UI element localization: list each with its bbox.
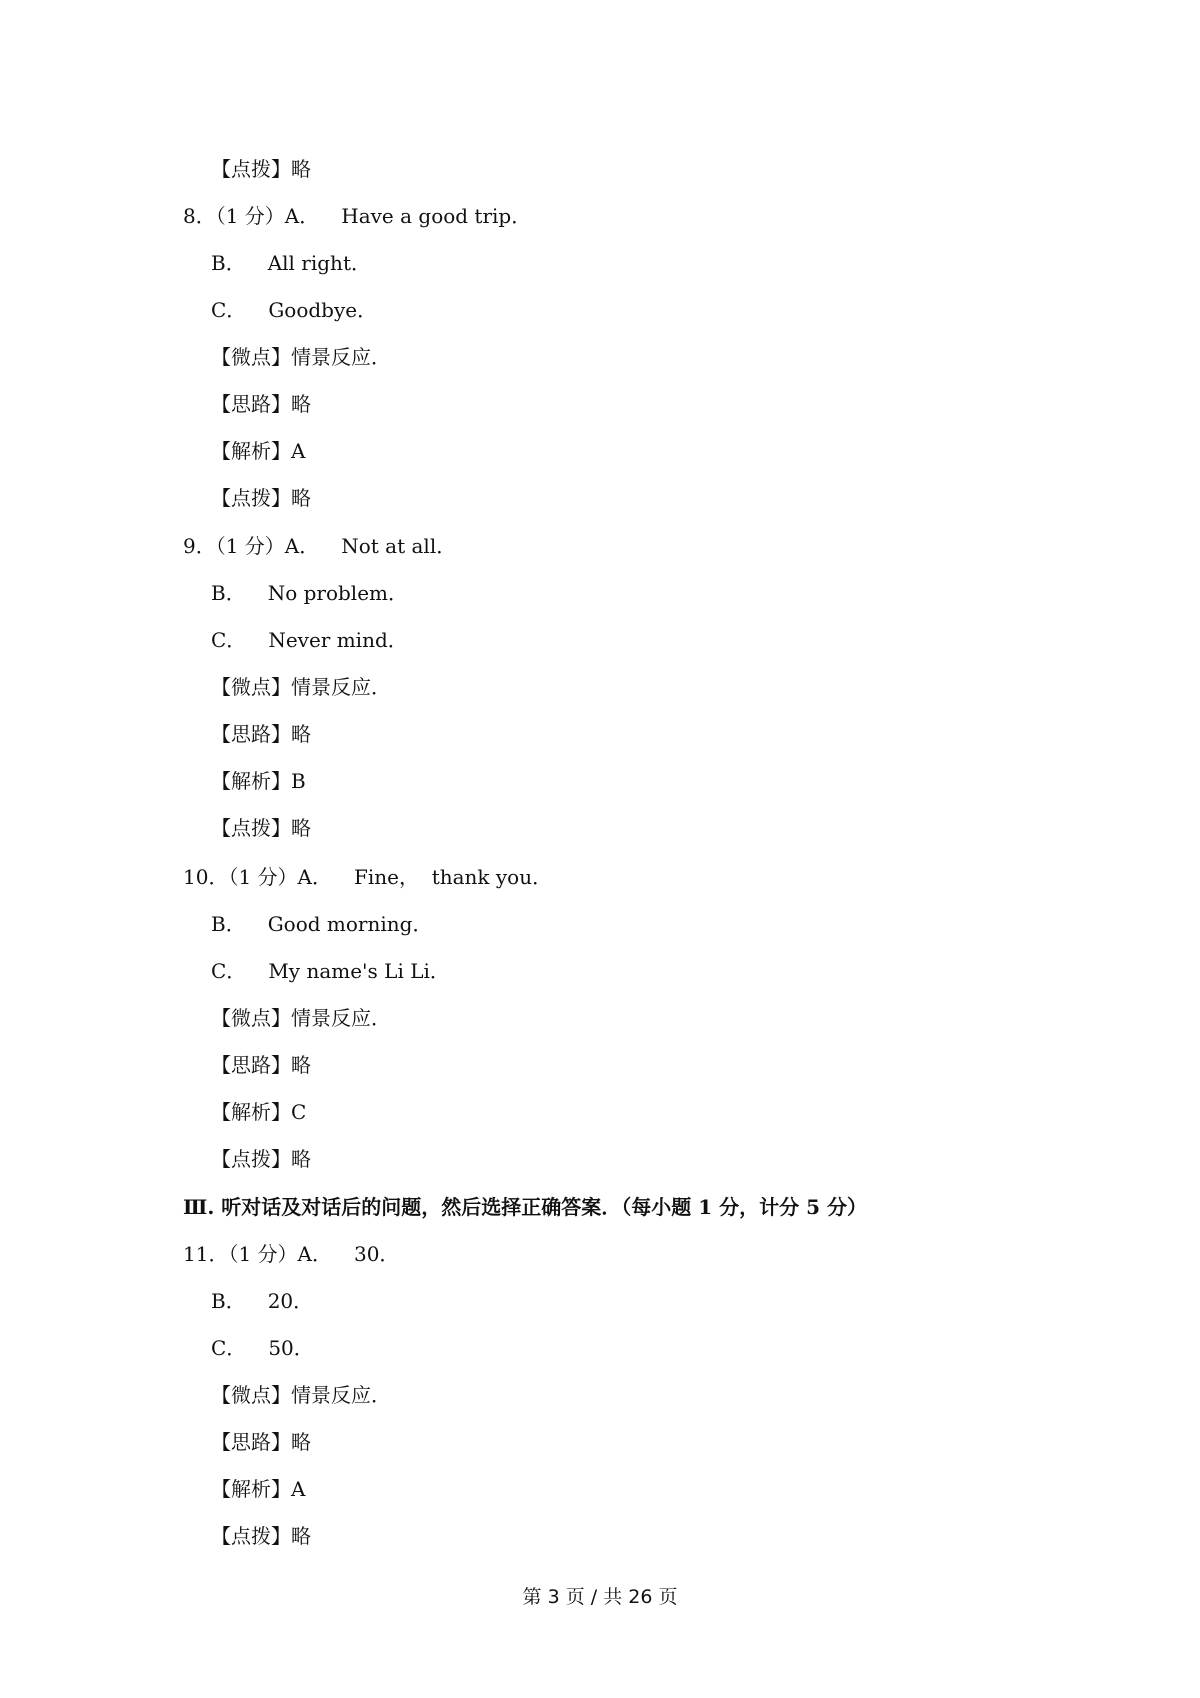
- option-letter: C．: [211, 1336, 247, 1360]
- question-9: [183, 533, 456, 559]
- tag-line: 【解析】C: [211, 1100, 307, 1124]
- tag-line: 【微点】情景反应．: [211, 675, 391, 699]
- tag-line: 【思路】略: [211, 392, 311, 416]
- tag-line: 【思路】略: [211, 1053, 311, 1077]
- tag-line: 【微点】情景反应．: [211, 1006, 391, 1030]
- option-letter: C．: [211, 298, 247, 322]
- option-text: Goodbye．: [268, 298, 378, 322]
- question-11: [183, 1241, 399, 1267]
- option-text: 50．: [268, 1336, 314, 1360]
- page-footer: 第 3 页 / 共 26 页: [522, 1586, 678, 1608]
- option-letter: B．: [211, 912, 246, 936]
- question-number: 10．（1 分）A．: [183, 865, 332, 889]
- option-letter: B．: [211, 1289, 246, 1313]
- tag-line: 【点拨】略: [211, 1147, 311, 1171]
- tag-line: 【点拨】略: [211, 816, 311, 840]
- option-b: [211, 1288, 313, 1314]
- option-text: Good morning．: [267, 912, 433, 936]
- tag-line: 【思路】略: [211, 1430, 311, 1454]
- question-8: [183, 203, 531, 229]
- tag-line: 【点拨】略: [211, 1524, 311, 1548]
- tag-line: 【解析】A: [211, 439, 306, 463]
- option-c: [211, 627, 408, 653]
- option-text: 30．: [353, 1242, 400, 1266]
- section-heading: Ⅲ. 听对话及对话后的问题，然后选择正确答案．（每小题 1 分，计分 5 分）: [183, 1195, 867, 1219]
- tag-line: 【微点】情景反应．: [211, 1383, 391, 1407]
- option-b: [211, 911, 432, 937]
- option-letter: C．: [211, 959, 247, 983]
- option-text: Never mind．: [268, 628, 408, 652]
- option-text: Have a good trip．: [341, 204, 532, 228]
- tag-line: 【点拨】略: [211, 157, 311, 181]
- option-text: Not at all．: [341, 534, 457, 558]
- option-c: [211, 297, 377, 323]
- option-text: All right．: [267, 251, 371, 275]
- question-number: 8．（1 分）A．: [183, 204, 320, 228]
- option-letter: B．: [211, 581, 246, 605]
- question-10: [183, 864, 552, 890]
- option-letter: C．: [211, 628, 247, 652]
- option-text: Fine， thank you．: [353, 865, 553, 889]
- option-c: [211, 1335, 314, 1361]
- question-number: 9．（1 分）A．: [183, 534, 320, 558]
- option-text: No problem．: [267, 581, 409, 605]
- option-letter: B．: [211, 251, 246, 275]
- tag-line: 【微点】情景反应．: [211, 345, 391, 369]
- tag-line: 【解析】B: [211, 769, 306, 793]
- question-number: 11．（1 分）A．: [183, 1242, 332, 1266]
- option-text: My name's Li Li．: [268, 959, 450, 983]
- tag-line: 【解析】A: [211, 1477, 306, 1501]
- option-b: [211, 580, 408, 606]
- option-b: [211, 250, 371, 276]
- tag-line: 【点拨】略: [211, 486, 311, 510]
- tag-line: 【思路】略: [211, 722, 311, 746]
- option-c: [211, 958, 450, 984]
- option-text: 20．: [267, 1289, 314, 1313]
